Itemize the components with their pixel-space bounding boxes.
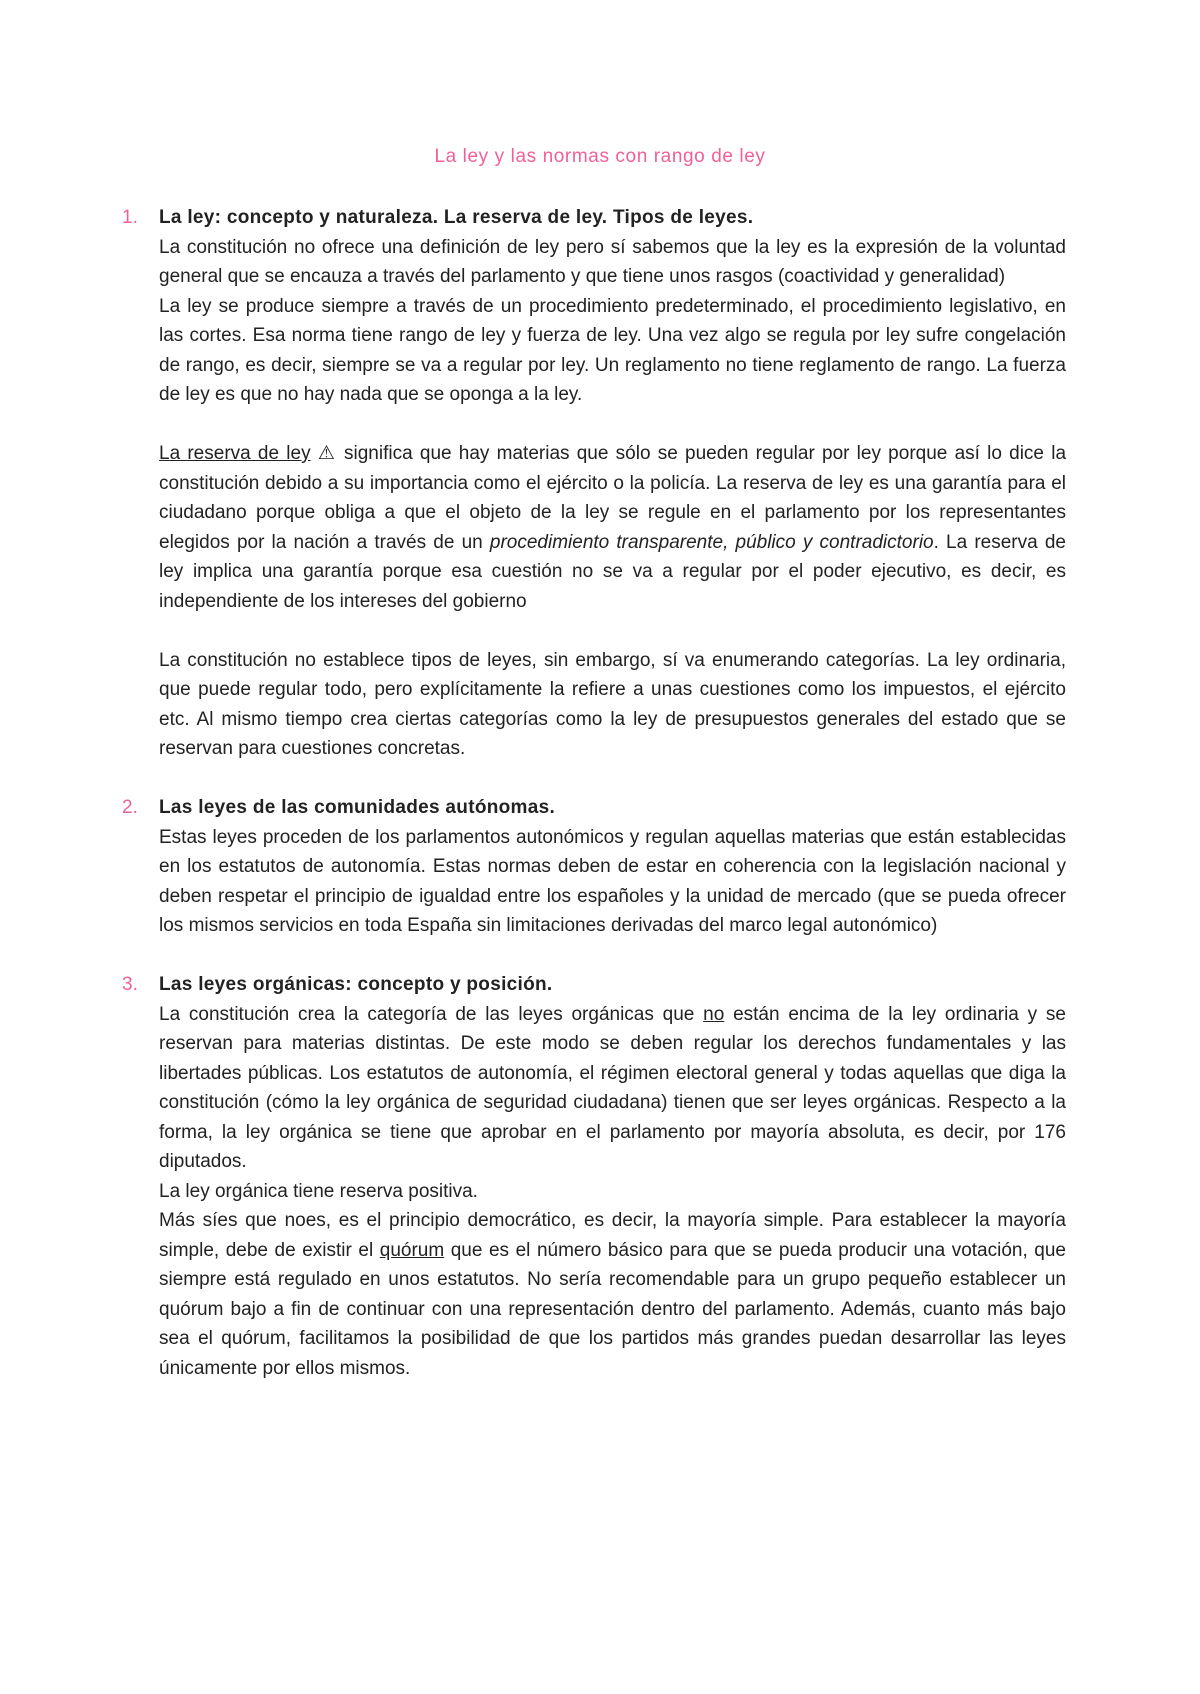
paragraph [159,1206,1066,1383]
paragraph: La ley orgánica tiene reserva positiva. [159,1180,478,1202]
section-number: 1. [122,207,138,228]
section-2 [122,793,1066,941]
section-gap [122,764,1066,794]
text-run: que es el número básico para que se pueda producir una votación, que siempre está regulado en unos estatutos. No sería recomendable para un grupo pequeño establecer un quórum bajo a fin de continuar con una representación dentro del parlamento. Además, cuanto más bajo sea el quórum, facilitamos la posibilidad de que los partidos más grandes puedan desarrollar las leyes únicamente por ellos mismos. [159,1239,1066,1379]
paragraph: La constitución no ofrece una definición de ley pero sí sabemos que la ley es la expresión de la voluntad general que se encauza a través del parlamento y que tiene unos rasgos (coactividad y generalidad) [159,236,1066,287]
paragraph: La ley se produce siempre a través de un procedimiento predeterminado, el procedimiento legislativo, en las cortes. Esa norma tiene rango de ley y fuerza de ley. Una vez algo se regula por ley sufre congelación de rango, es decir, siempre se va a regular por ley. Un reglamento no tiene reglamento de rango. La fuerza de ley es que no hay nada que se oponga a la ley. [159,295,1066,405]
section-heading: Las leyes de las comunidades autónomas. [159,797,556,818]
document-title: La ley y las normas con rango de ley [434,146,766,167]
paragraph-gap [159,410,1066,440]
section-1 [122,203,1066,764]
warning-icon: ⚠ [317,443,337,464]
document-body [122,203,1066,1383]
text-run: Más síes que noes, es el principio democrático, es decir, la mayoría simple. Para establecer la mayoría simple, debe de existir el [159,1210,1066,1261]
section-gap [122,941,1066,971]
text-run: significa que hay materias que sólo se pueden regular por ley porque así lo dice la constitución debido a su importancia como el ejército o la policía. La reserva de ley es una garantía para el ciudadano porque obliga a que el objeto de la ley se regule en el parlamento por los representantes elegidos por la nación a través de un [159,443,1067,553]
section-number: 3. [122,974,138,995]
paragraph [159,1000,1066,1177]
underlined-term: La reserva de ley [159,443,311,464]
text-run: . La reserva de ley implica una garantía porque esa cuestión no se va a regular por el poder ejecutivo, es decir, es independiente de los intereses del gobierno [159,531,1066,612]
italic-phrase: procedimiento transparente, público y contradictorio [489,531,934,553]
section-number: 2. [122,797,138,818]
underlined-word: no [703,1003,725,1025]
section-heading: La ley: concepto y naturaleza. La reserva de ley. Tipos de leyes. [159,207,754,228]
paragraph-gap [159,616,1066,646]
paragraph: La constitución no establece tipos de leyes, sin embargo, sí va enumerando categorías. La ley ordinaria, que puede regular todo, pero explícitamente la refiere a unas cuestiones como los impuestos, el ejército etc. Al mismo tiempo crea ciertas categorías como la ley de presupuestos generales del estado que se reservan para cuestiones concretas. [159,649,1066,759]
section-3 [122,970,1066,1383]
text-run: están encima de la ley ordinaria y se reservan para materias distintas. De este modo se deben regular los derechos fundamentales y las libertades públicas. Los estatutos de autonomía, el régimen electoral general y todas aquellas que diga la constitución (cómo la ley orgánica de seguridad ciudadana) tienen que ser leyes orgánicas. Respecto a la forma, la ley orgánica se tiene que aprobar en el parlamento por mayoría absoluta, es decir, por 176 diputados. [159,1003,1066,1172]
paragraph [159,439,1066,616]
paragraph: Estas leyes proceden de los parlamentos autonómicos y regulan aquellas materias que están establecidas en los estatutos de autonomía. Estas normas deben de estar en coherencia con la legislación nacional y deben respetar el principio de igualdad entre los españoles y la unidad de mercado (que se pueda ofrecer los mismos servicios en toda España sin limitaciones derivadas del marco legal autonómico) [159,826,1066,936]
text-run: La constitución crea la categoría de las leyes orgánicas que [159,1003,704,1025]
underlined-word: quórum [379,1239,445,1261]
section-heading: Las leyes orgánicas: concepto y posición. [159,974,553,995]
